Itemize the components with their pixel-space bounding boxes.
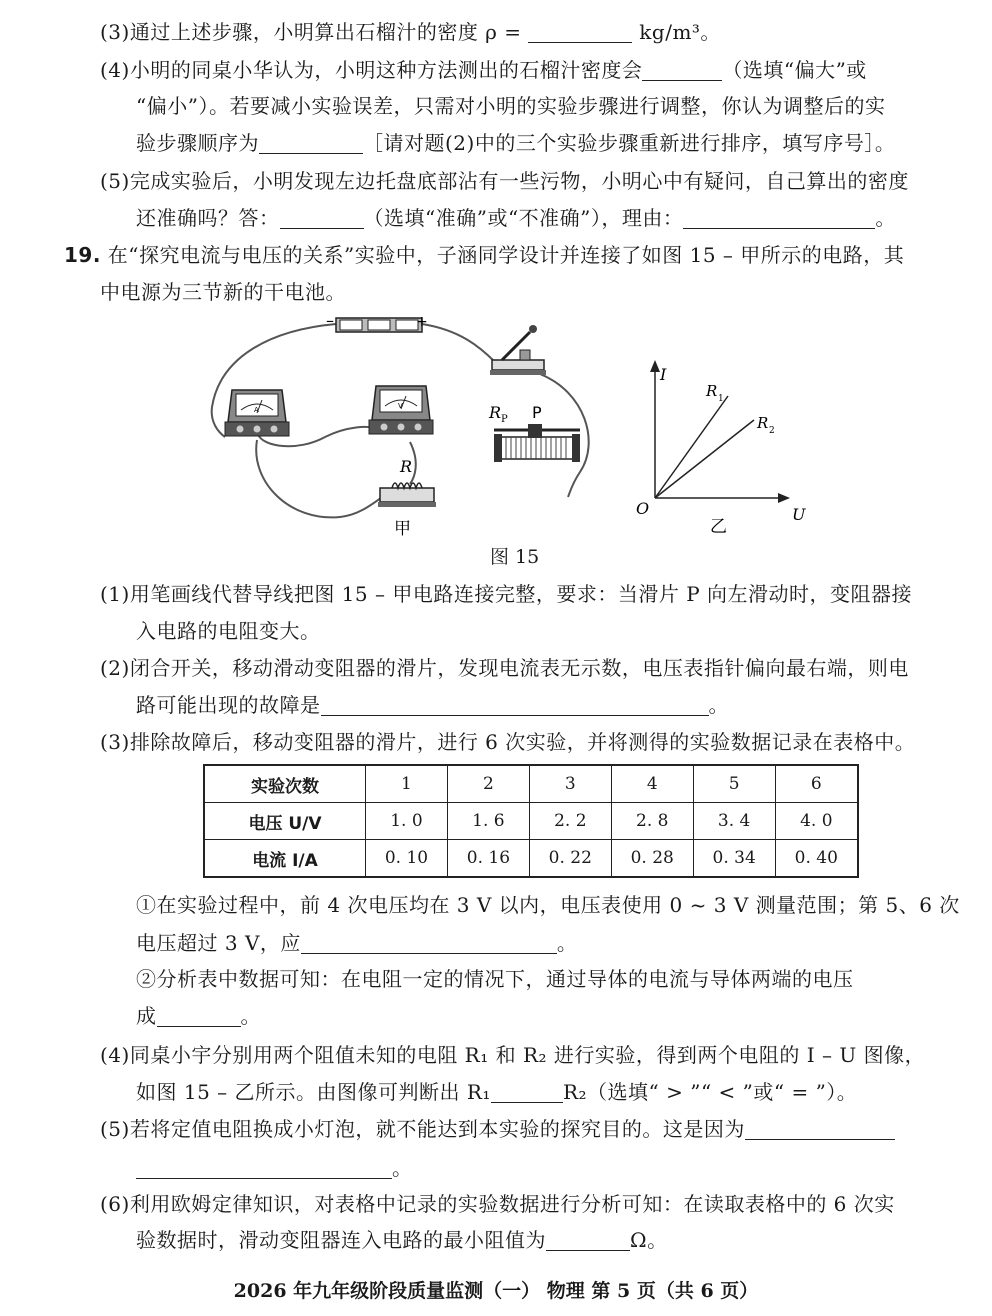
- table-cell: 1: [366, 765, 448, 803]
- table-cell: 6: [775, 765, 858, 803]
- table-row: [204, 765, 858, 803]
- q19-intro-line2: 中电源为三节新的干电池。: [100, 280, 346, 304]
- q18-p3-blank[interactable]: [528, 22, 632, 43]
- q19-sub1-blank[interactable]: [301, 933, 557, 954]
- table-cell: 0. 28: [611, 840, 693, 878]
- q19-part5-line2: 。: [136, 1154, 413, 1182]
- graph-i-label: I: [660, 365, 667, 384]
- table-cell: 0. 16: [447, 840, 529, 878]
- table-cell: 1. 6: [447, 803, 529, 840]
- label-yi: 乙: [710, 517, 727, 537]
- table-header-cell: 电流 I/A: [204, 840, 366, 878]
- q19-part2-line2: 路可能出现的故障是 。: [136, 693, 729, 717]
- graph-r1-sub: 1: [718, 394, 724, 404]
- table-cell: 5: [693, 765, 775, 803]
- battery-minus-label: –: [326, 312, 334, 330]
- q19-part2-line1: (2)闭合开关，移动滑动变阻器的滑片，发现电流表无示数，电压表指针偏向最右端，则电: [100, 656, 909, 680]
- q19-intro-line1: 19. 在“探究电流与电压的关系”实验中，子涵同学设计并连接了如图 15 – 甲所示的电路，其: [64, 243, 905, 267]
- battery-pack: [326, 312, 428, 332]
- table-cell: 3. 4: [693, 803, 775, 840]
- table-row: [204, 840, 858, 878]
- graph-u-label: U: [792, 505, 806, 524]
- table-cell: 1. 0: [366, 803, 448, 840]
- resistor-r: [378, 457, 436, 507]
- graph-r1-label: R: [706, 382, 718, 400]
- battery-plus-label: +: [416, 314, 428, 330]
- q19-part5-line1: (5)若将定值电阻换成小灯泡，就不能达到本实验的探究目的。这是因为: [100, 1115, 895, 1143]
- u-axis-arrow: [778, 493, 790, 503]
- label-jia: 甲: [394, 519, 411, 539]
- q19-part4-line2: 如图 15 – 乙所示。由图像可判断出 R₁ R₂（选填“ > ”“ < ”或“ = ”）。: [136, 1080, 858, 1104]
- figure-15: [0, 312, 992, 572]
- table-cell: 4. 0: [775, 803, 858, 840]
- q18-p5-blank2[interactable]: [683, 208, 875, 229]
- q19-number: 19.: [64, 243, 101, 267]
- q19-sub2-line2: 成 。: [136, 1004, 261, 1028]
- q19-part6-line1: (6)利用欧姆定律知识，对表格中记录的实验数据进行分析可知：在读取表格中的 6 次实: [100, 1192, 895, 1216]
- line-r2: [655, 420, 754, 498]
- line-r1: [655, 396, 728, 498]
- q19-p5-blank2[interactable]: [136, 1158, 392, 1179]
- graph-origin-label: O: [636, 499, 650, 518]
- table-cell: 2. 2: [529, 803, 611, 840]
- table-cell: 0. 40: [775, 840, 858, 878]
- ammeter-symbol: A: [254, 406, 259, 414]
- rheostat-label-sub: P: [501, 414, 508, 425]
- rheostat: [488, 403, 580, 462]
- wire-ammeter-resistor: [256, 440, 385, 517]
- q19-part1-line1: (1)用笔画线代替导线把图 15 – 甲电路连接完整，要求：当滑片 P 向左滑动时，变阻器接: [100, 582, 913, 606]
- wire-battery-switch: [422, 324, 495, 362]
- q19-sub2-line1: ②分析表中数据可知：在电阻一定的情况下，通过导体的电流与导体两端的电压: [136, 967, 854, 991]
- q19-p6-blank[interactable]: [546, 1230, 630, 1251]
- graph-r2-label: R: [757, 414, 769, 432]
- table-cell: 0. 22: [529, 840, 611, 878]
- q18-part4-line2: “偏小”）。若要减小实验误差，只需对小明的实验步骤进行调整，你认为调整后的实: [136, 94, 886, 118]
- table-cell: 2. 8: [611, 803, 693, 840]
- table-header-cell: 实验次数: [204, 765, 366, 803]
- data-table: [203, 764, 859, 878]
- table-row: [204, 803, 858, 840]
- table-cell: 3: [529, 765, 611, 803]
- slider-p-label: P: [532, 403, 542, 422]
- q19-p4-blank[interactable]: [491, 1082, 563, 1103]
- rheostat-label: R: [489, 403, 502, 422]
- q18-p5-blank1[interactable]: [280, 208, 364, 229]
- resistor-label: R: [400, 457, 413, 476]
- q18-part3: (3)通过上述步骤，小明算出石榴汁的密度 ρ = kg/m³。: [100, 20, 721, 44]
- q19-sub2-blank[interactable]: [157, 1006, 241, 1027]
- q18-part4-line3: 验步骤顺序为 ［请对题(2)中的三个实验步骤重新进行排序，填写序号］。: [136, 131, 896, 155]
- iu-graph: [636, 360, 806, 537]
- q19-part1-line2: 入电路的电阻变大。: [136, 619, 321, 643]
- figure-caption: 图 15: [490, 546, 540, 568]
- table-header-cell: 电压 U/V: [204, 803, 366, 840]
- table-cell: 4: [611, 765, 693, 803]
- q19-p2-blank[interactable]: [321, 695, 709, 716]
- graph-r2-sub: 2: [769, 426, 775, 436]
- page-footer: 2026 年九年级阶段质量监测（一） 物理 第 5 页（共 6 页）: [233, 1280, 759, 1302]
- q19-part3-line1: (3)排除故障后，移动变阻器的滑片，进行 6 次实验，并将测得的实验数据记录在表格中。: [100, 730, 916, 754]
- q18-part5-line2: 还准确吗？答： （选填“准确”或“不准确”），理由： 。: [136, 206, 896, 230]
- q18-p4-blank2[interactable]: [259, 133, 363, 154]
- q18-part4-line1: (4)小明的同桌小华认为，小明这种方法测出的石榴汁密度会 （选填“偏大”或: [100, 58, 867, 82]
- table-cell: 0. 10: [366, 840, 448, 878]
- voltmeter: [369, 386, 433, 434]
- switch: [490, 325, 546, 375]
- q19-sub1-line2: 电压超过 3 V，应 。: [136, 931, 578, 955]
- voltmeter-symbol: V: [398, 402, 403, 410]
- q19-part4-line1: (4)同桌小宇分别用两个阻值未知的电阻 R₁ 和 R₂ 进行实验，得到两个电阻的 I – U 图像，: [100, 1043, 926, 1067]
- q18-p4-blank1[interactable]: [642, 60, 722, 81]
- wire-switch-rheostat: [540, 374, 589, 497]
- i-axis-arrow: [650, 360, 660, 372]
- table-cell: 0. 34: [693, 840, 775, 878]
- ammeter: [225, 390, 289, 436]
- q19-sub1-line1: ①在实验过程中，前 4 次电压均在 3 V 以内，电压表使用 0 ~ 3 V 测量范围；第 5、6 次: [136, 893, 960, 917]
- q18-part5-line1: (5)完成实验后，小明发现左边托盘底部沾有一些污物，小明心中有疑问，自己算出的密度: [100, 169, 909, 193]
- q19-part6-line2: 验数据时，滑动变阻器连入电路的最小阻值为 Ω。: [136, 1228, 668, 1252]
- q19-p5-blank1[interactable]: [745, 1119, 895, 1140]
- table-cell: 2: [447, 765, 529, 803]
